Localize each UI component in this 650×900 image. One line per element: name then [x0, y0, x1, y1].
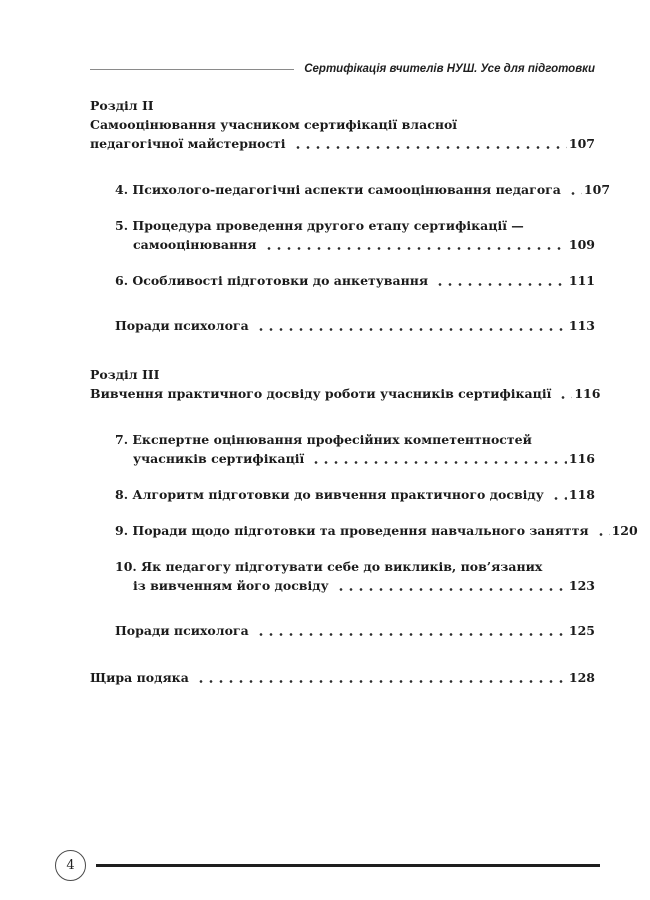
dot-leader — [256, 632, 567, 637]
toc-entry-line2: із вивченням його досвіду — [133, 578, 329, 593]
section-title-line1: Самооцінювання учасником сертифікації власної — [90, 117, 458, 132]
toc-entry — [115, 430, 595, 468]
page-number: 107 — [583, 182, 611, 197]
toc-entry-text: 8. Алгоритм підготовки до вивчення практичного досвіду — [115, 487, 544, 502]
dot-leader — [293, 145, 567, 150]
section-title — [90, 115, 595, 153]
dot-leader — [596, 532, 610, 537]
toc-entry — [115, 485, 595, 504]
toc-items — [115, 430, 638, 640]
page-number: 109 — [568, 237, 595, 252]
section-title-line2: педагогічної майстерності — [90, 136, 286, 151]
section-title-text: Вивчення практичного досвіду роботи учасників сертифікації — [90, 386, 552, 401]
dot-leader — [264, 246, 567, 251]
page-number: 116 — [568, 451, 595, 466]
toc-entry — [115, 271, 595, 290]
page-number: 111 — [568, 273, 595, 288]
dot-leader — [336, 587, 567, 592]
toc-entry-text: 9. Поради щодо підготовки та проведення навчального заняття — [115, 523, 589, 538]
page-number: 118 — [568, 487, 595, 502]
toc-entry — [115, 557, 595, 595]
dot-leader — [196, 679, 567, 684]
toc-entry-closing — [90, 668, 595, 687]
page-number: 125 — [568, 623, 595, 638]
running-header — [90, 63, 595, 75]
page-number: 120 — [611, 523, 638, 538]
dot-leader — [311, 460, 567, 465]
footer-page-number: 4 — [66, 858, 75, 873]
page-number: 107 — [568, 136, 595, 151]
page-number: 113 — [568, 318, 595, 333]
dot-leader — [558, 395, 572, 400]
toc-section-3 — [90, 365, 638, 640]
toc-entry-line1: 10. Як педагогу підготувати себе до викликів, пов’язаних — [115, 559, 543, 574]
section-heading: Розділ II — [90, 98, 154, 113]
toc-entry-line2: учасників сертифікації — [133, 451, 305, 466]
header-rule — [90, 69, 294, 70]
toc-entry — [115, 180, 611, 199]
footer-rule — [96, 864, 600, 867]
section-heading: Розділ III — [90, 367, 160, 382]
page-number: 128 — [568, 670, 595, 685]
toc-entry-advice — [115, 621, 595, 640]
table-of-contents — [90, 96, 638, 704]
dot-leader — [568, 191, 582, 196]
running-title: Сертифікація вчителів НУШ. Усе для підготовки — [304, 63, 595, 75]
dot-leader — [256, 327, 567, 332]
toc-entry-advice — [115, 316, 595, 335]
toc-entry-line1: 7. Експертне оцінювання професійних компетентностей — [115, 432, 532, 447]
page-number: 123 — [568, 578, 595, 593]
toc-entry-text: Поради психолога — [115, 623, 249, 638]
toc-entry-line2: самооцінювання — [133, 237, 257, 252]
dot-leader — [435, 282, 567, 287]
toc-entry — [115, 521, 638, 540]
toc-entry — [115, 216, 595, 254]
dot-leader — [551, 496, 567, 501]
page-number: 116 — [574, 386, 601, 401]
section-title — [90, 384, 601, 403]
toc-entry-text: 6. Особливості підготовки до анкетування — [115, 273, 429, 288]
toc-entry-text: Щира подяка — [90, 670, 189, 685]
toc-entry-text: Поради психолога — [115, 318, 249, 333]
toc-section-2 — [90, 96, 611, 335]
toc-entry-line1: 5. Процедура проведення другого етапу сертифікації — — [115, 218, 524, 233]
footer-page-badge — [55, 850, 86, 881]
toc-items — [115, 180, 611, 335]
toc-entry-text: 4. Психолого-педагогічні аспекти самооцінювання педагога — [115, 182, 561, 197]
